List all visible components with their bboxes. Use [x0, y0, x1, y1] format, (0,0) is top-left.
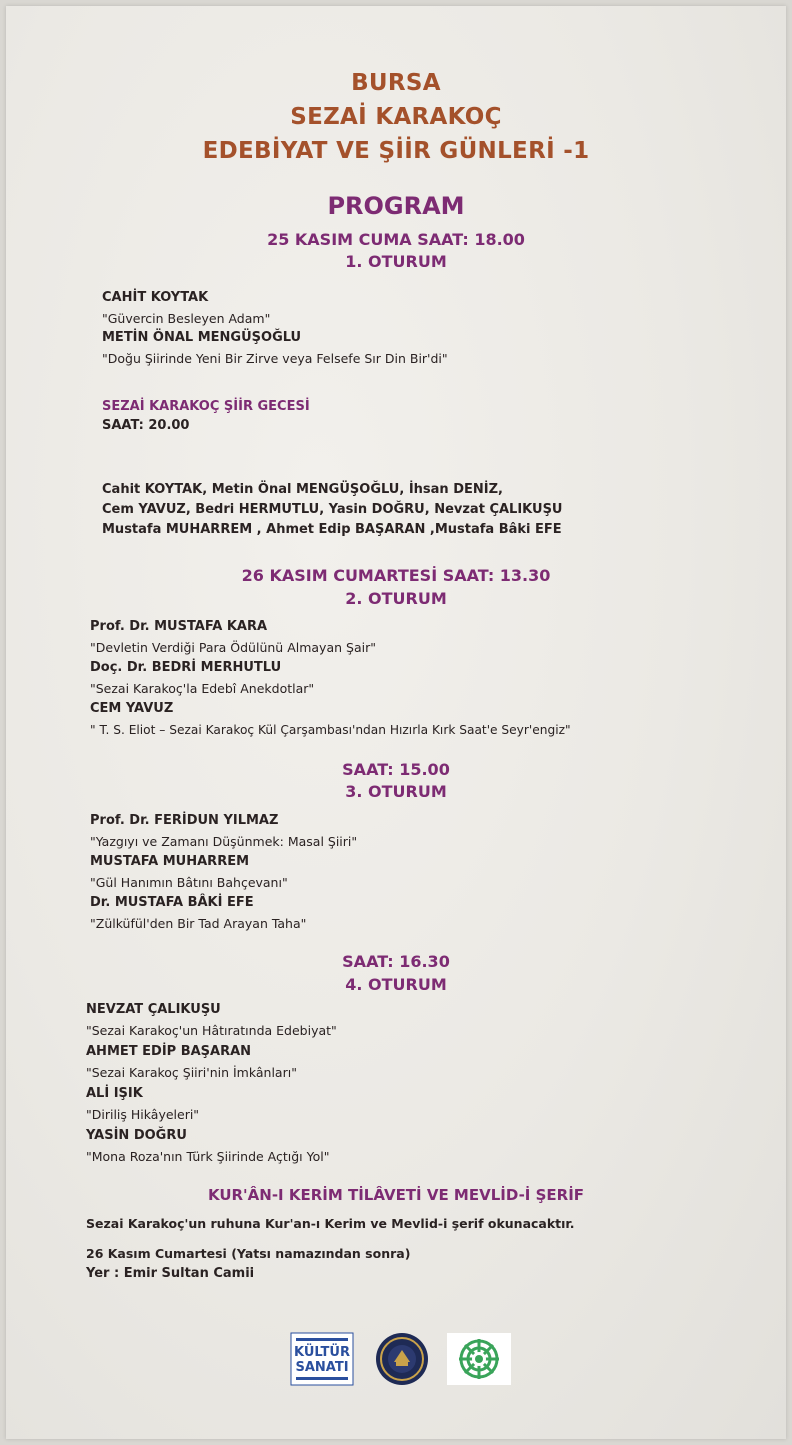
talk-title: "Sezai Karakoç'la Edebî Anekdotlar"	[90, 681, 315, 696]
title-event: EDEBİYAT VE ŞİİR GÜNLERİ -1	[202, 138, 590, 164]
talk-title: "Diriliş Hikâyeleri"	[86, 1107, 200, 1122]
talk-title: "Zülküfül'den Bir Tad Arayan Taha"	[90, 916, 307, 931]
kultur-text: KÜLTÜR	[294, 1345, 350, 1360]
talk-title: "Sezai Karakoç Şiiri'nin İmkânları"	[86, 1065, 297, 1080]
participants-line: Cahit KOYTAK, Metin Önal MENGÜŞOĞLU, İhsan DENİZ,	[102, 482, 503, 497]
session1-title: 1. OTURUM	[345, 252, 447, 271]
speaker-name: Prof. Dr. MUSTAFA KARA	[90, 619, 268, 634]
speaker-name: CEM YAVUZ	[90, 701, 174, 716]
kultur-sanati-logo	[290, 1332, 354, 1386]
closing-location: Yer : Emir Sultan Camii	[86, 1266, 255, 1281]
talk-title: "Güvercin Besleyen Adam"	[102, 311, 271, 326]
seal-logo	[374, 1332, 430, 1386]
poetry-night-time: SAAT: 20.00	[102, 418, 190, 433]
speaker-name: Dr. MUSTAFA BÂKİ EFE	[90, 895, 254, 910]
session4-time: SAAT: 16.30	[342, 952, 450, 971]
session4-title: 4. OTURUM	[345, 975, 447, 994]
session2-title: 2. OTURUM	[345, 589, 447, 608]
closing-title: KUR'ÂN-I KERİM TİLÂVETİ VE MEVLİD-İ ŞERİF	[207, 1186, 585, 1204]
talk-title: "Doğu Şiirinde Yeni Bir Zirve veya Felsefe Sır Din Bir'di"	[102, 351, 448, 366]
session3-title: 3. OTURUM	[345, 782, 447, 801]
speaker-name: NEVZAT ÇALIKUŞU	[86, 1002, 221, 1017]
speaker-name: CAHİT KOYTAK	[102, 290, 209, 305]
speaker-name: MUSTAFA MUHARREM	[90, 854, 250, 869]
rosette-logo	[446, 1332, 512, 1386]
closing-date: 26 Kasım Cumartesi (Yatsı namazından sonra)	[86, 1246, 411, 1261]
talk-title: "Gül Hanımın Bâtını Bahçevanı"	[90, 875, 288, 890]
sanati-text: SANATI	[295, 1360, 349, 1375]
speaker-name: AHMET EDİP BAŞARAN	[86, 1044, 252, 1059]
speaker-name: METİN ÖNAL MENGÜŞOĞLU	[102, 330, 302, 345]
talk-title: "Sezai Karakoç'un Hâtıratında Edebiyat"	[86, 1023, 337, 1038]
program-poster	[6, 6, 786, 1439]
participants-line: Mustafa MUHARREM , Ahmet Edip BAŞARAN ,Mustafa Bâki EFE	[102, 522, 562, 537]
talk-title: "Yazgıyı ve Zamanı Düşünmek: Masal Şiiri"	[90, 834, 358, 849]
speaker-name: ALİ IŞIK	[86, 1086, 143, 1101]
speaker-name: YASİN DOĞRU	[86, 1128, 187, 1143]
program-heading: PROGRAM	[327, 192, 465, 220]
talk-title: " T. S. Eliot – Sezai Karakoç Kül Çarşambası'ndan Hızırla Kırk Saat'e Seyr'engiz"	[90, 723, 571, 737]
logo-strip	[6, 1332, 786, 1388]
closing-description: Sezai Karakoç'un ruhuna Kur'an-ı Kerim ve Mevlid-i şerif okunacaktır.	[86, 1216, 575, 1231]
speaker-name: Prof. Dr. FERİDUN YILMAZ	[90, 813, 279, 828]
day1-heading: 25 KASIM CUMA SAAT: 18.00	[267, 230, 525, 249]
title-city: BURSA	[351, 70, 441, 96]
session3-time: SAAT: 15.00	[342, 760, 450, 779]
day2-heading: 26 KASIM CUMARTESİ SAAT: 13.30	[241, 566, 551, 585]
talk-title: "Mona Roza'nın Türk Şiirinde Açtığı Yol"	[86, 1149, 330, 1164]
participants-line: Cem YAVUZ, Bedri HERMUTLU, Yasin DOĞRU, Nevzat ÇALIKUŞU	[102, 502, 563, 517]
talk-title: "Devletin Verdiği Para Ödülünü Almayan Şair"	[90, 640, 376, 655]
poetry-night-title: SEZAİ KARAKOÇ ŞİİR GECESİ	[102, 399, 310, 414]
title-name: SEZAİ KARAKOÇ	[290, 104, 502, 130]
speaker-name: Doç. Dr. BEDRİ MERHUTLU	[90, 660, 282, 675]
